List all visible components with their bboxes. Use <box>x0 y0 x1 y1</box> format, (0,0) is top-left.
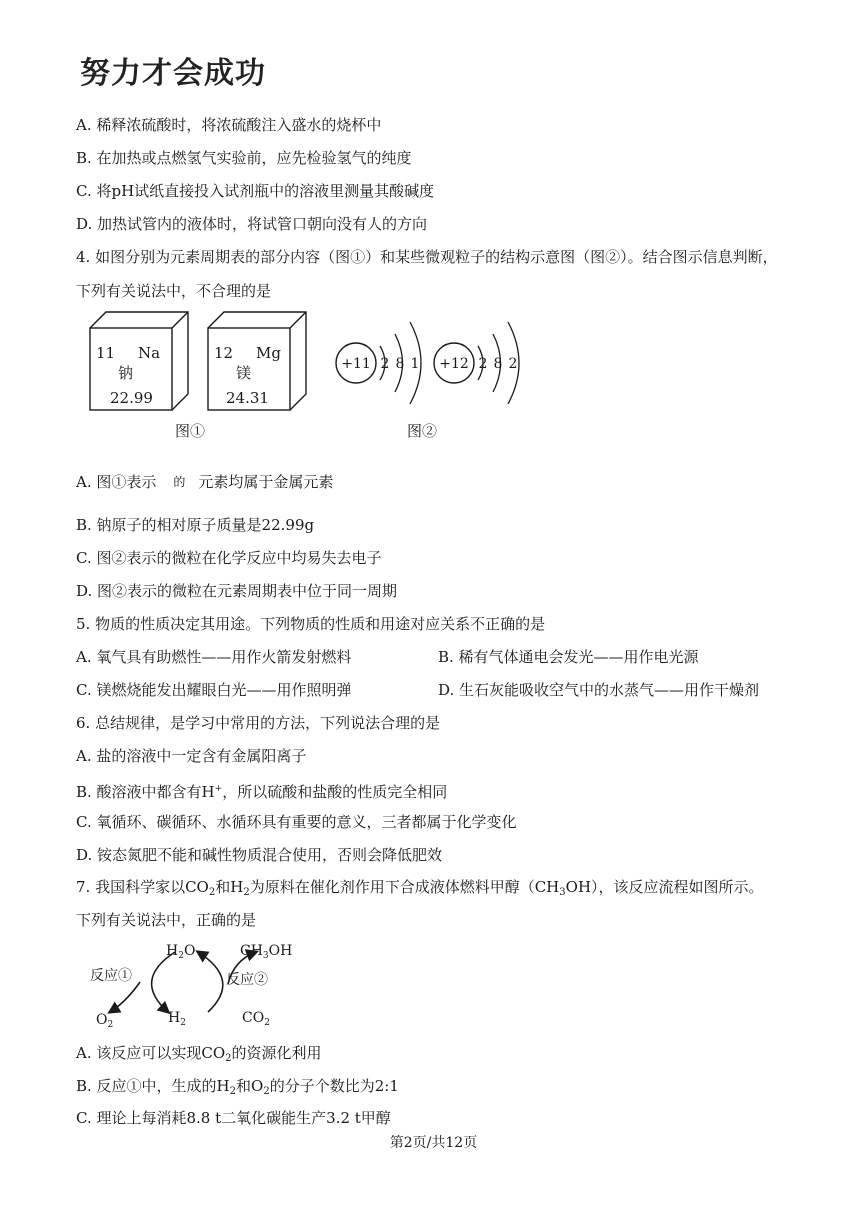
mg-symbol: Mg <box>256 344 281 362</box>
q7-stem-part2: 和H <box>215 878 244 896</box>
q5-option-b: B. 稀有气体通电会发光——用作电光源 <box>438 648 699 666</box>
na-atomic-number: 11 <box>96 344 116 362</box>
q7-option-a-prefix: A. 该反应可以实现CO <box>76 1044 226 1062</box>
q7-reaction-diagram <box>80 936 320 1030</box>
q7-option-a <box>76 1043 322 1069</box>
h2o-label: $H_2O$ <box>166 943 196 961</box>
mg-shell-1: 2 <box>478 356 488 372</box>
na-shell-1: 2 <box>380 356 390 372</box>
q4-option-d: D. 图②表示的微粒在元素周期表中位于同一周期 <box>76 582 398 600</box>
q3-option-b: B. 在加热或点燃氢气实验前，应先检验氢气的纯度 <box>76 149 412 167</box>
mg-name: 镁 <box>236 364 252 382</box>
reaction2-label: 反应② <box>226 972 268 988</box>
q4-option-a-floating-char: 的 <box>173 475 186 489</box>
reaction1-label: 反应① <box>90 968 132 984</box>
fig1-caption: 图① <box>174 422 206 440</box>
q7-option-a-suffix: 的资源化利用 <box>231 1044 322 1062</box>
q7-stem-line2: 下列有关说法中，正确的是 <box>76 911 257 929</box>
q4-stem-line2: 下列有关说法中，不合理的是 <box>76 282 272 300</box>
q4-option-a-prefix: A. 图①表示 <box>76 473 157 491</box>
q3-option-a: A. 稀释浓硫酸时，将浓硫酸注入盛水的烧杯中 <box>76 116 382 134</box>
q7-stem-sub2: 2 <box>243 887 250 898</box>
q4-figure <box>86 308 536 448</box>
q6-option-d: D. 铵态氮肥不能和碱性物质混合使用，否则会降低肥效 <box>76 846 443 864</box>
na-name: 钠 <box>118 364 134 382</box>
element-cube-na <box>90 312 188 410</box>
q7-stem-part4: OH），该反应流程如图所示。 <box>565 878 764 896</box>
q4-option-a-suffix: 元素均属于金属元素 <box>198 473 334 491</box>
ch3oh-label: $CH_3OH$ <box>240 943 293 961</box>
na-shell-3: 1 <box>410 356 420 372</box>
q6-option-a: A. 盐的溶液中一定含有金属阳离子 <box>76 747 307 765</box>
page-header-title: 努力才会成功 <box>80 56 266 91</box>
na-mass: 22.99 <box>110 389 153 407</box>
q7-option-c: C. 理论上每消耗8.8 t二氧化碳能生产3.2 t甲醇 <box>76 1109 391 1127</box>
fig2-caption: 图② <box>406 422 438 440</box>
q7-option-b-sub1: 2 <box>229 1086 237 1097</box>
h2-label: $H_2$ <box>168 1010 186 1028</box>
q7-stem-sub1: 2 <box>208 887 216 898</box>
q5-option-c: C. 镁燃烧能发出耀眼白光——用作照明弹 <box>76 681 352 699</box>
atom-structure-mg <box>434 322 519 404</box>
co2-label: $CO_2$ <box>242 1010 270 1028</box>
q4-option-c: C. 图②表示的微粒在化学反应中均易失去电子 <box>76 549 382 567</box>
q6-stem: 6. 总结规律，是学习中常用的方法，下列说法合理的是 <box>76 714 441 732</box>
q7-stem-line1 <box>76 877 764 903</box>
page-footer: 第2页/共12页 <box>389 1135 478 1151</box>
mg-mass: 24.31 <box>226 389 269 407</box>
q6-option-b-prefix: B. 酸溶液中都含有H <box>76 783 215 801</box>
q7-stem-part1: 7. 我国科学家以CO <box>76 878 209 896</box>
na-shell-2: 8 <box>395 356 405 372</box>
na-nucleus: +11 <box>341 356 371 372</box>
q6-option-b <box>76 779 447 802</box>
na-symbol: Na <box>138 344 161 362</box>
q7-option-b-mid: 和O <box>236 1077 264 1095</box>
q7-option-b <box>76 1076 399 1102</box>
mg-nucleus: +12 <box>439 356 469 372</box>
q7-option-b-sub2: 2 <box>263 1086 270 1097</box>
q3-option-c: C. 将pH试纸直接投入试剂瓶中的溶液里测量其酸碱度 <box>76 182 435 200</box>
q5-option-a: A. 氧气具有助燃性——用作火箭发射燃料 <box>76 648 352 666</box>
q4-option-b: B. 钠原子的相对原子质量是22.99g <box>76 516 315 534</box>
mg-shell-2: 8 <box>493 356 503 372</box>
q5-option-d: D. 生石灰能吸收空气中的水蒸气——用作干燥剂 <box>438 681 760 699</box>
q7-stem-part3: 为原料在催化剂作用下合成液体燃料甲醇（CH <box>249 878 560 896</box>
q5-stem: 5. 物质的性质决定其用途。下列物质的性质和用途对应关系不正确的是 <box>76 615 546 633</box>
q7-option-b-suffix: 的分子个数比为2:1 <box>269 1077 399 1095</box>
o2-label: $O_2$ <box>96 1012 114 1030</box>
q4-stem-line1: 4. 如图分别为元素周期表的部分内容（图①）和某些微观粒子的结构示意图（图②）。结合图示信息判断， <box>76 248 778 266</box>
q6-option-b-sup: + <box>214 784 223 794</box>
atom-structure-na <box>336 322 421 404</box>
element-cube-mg <box>208 312 306 410</box>
mg-shell-3: 2 <box>508 356 518 372</box>
mg-atomic-number: 12 <box>214 344 234 362</box>
q7-option-b-prefix: B. 反应①中，生成的H <box>76 1077 230 1095</box>
q7-option-a-sub: 2 <box>225 1053 232 1064</box>
q4-option-a <box>76 472 333 492</box>
q6-option-b-suffix: ，所以硫酸和盐酸的性质完全相同 <box>222 783 448 801</box>
q3-option-d: D. 加热试管内的液体时，将试管口朝向没有人的方向 <box>76 215 428 233</box>
q7-stem-sub3: 3 <box>559 887 566 898</box>
q6-option-c: C. 氧循环、碳循环、水循环具有重要的意义，三者都属于化学变化 <box>76 813 517 831</box>
